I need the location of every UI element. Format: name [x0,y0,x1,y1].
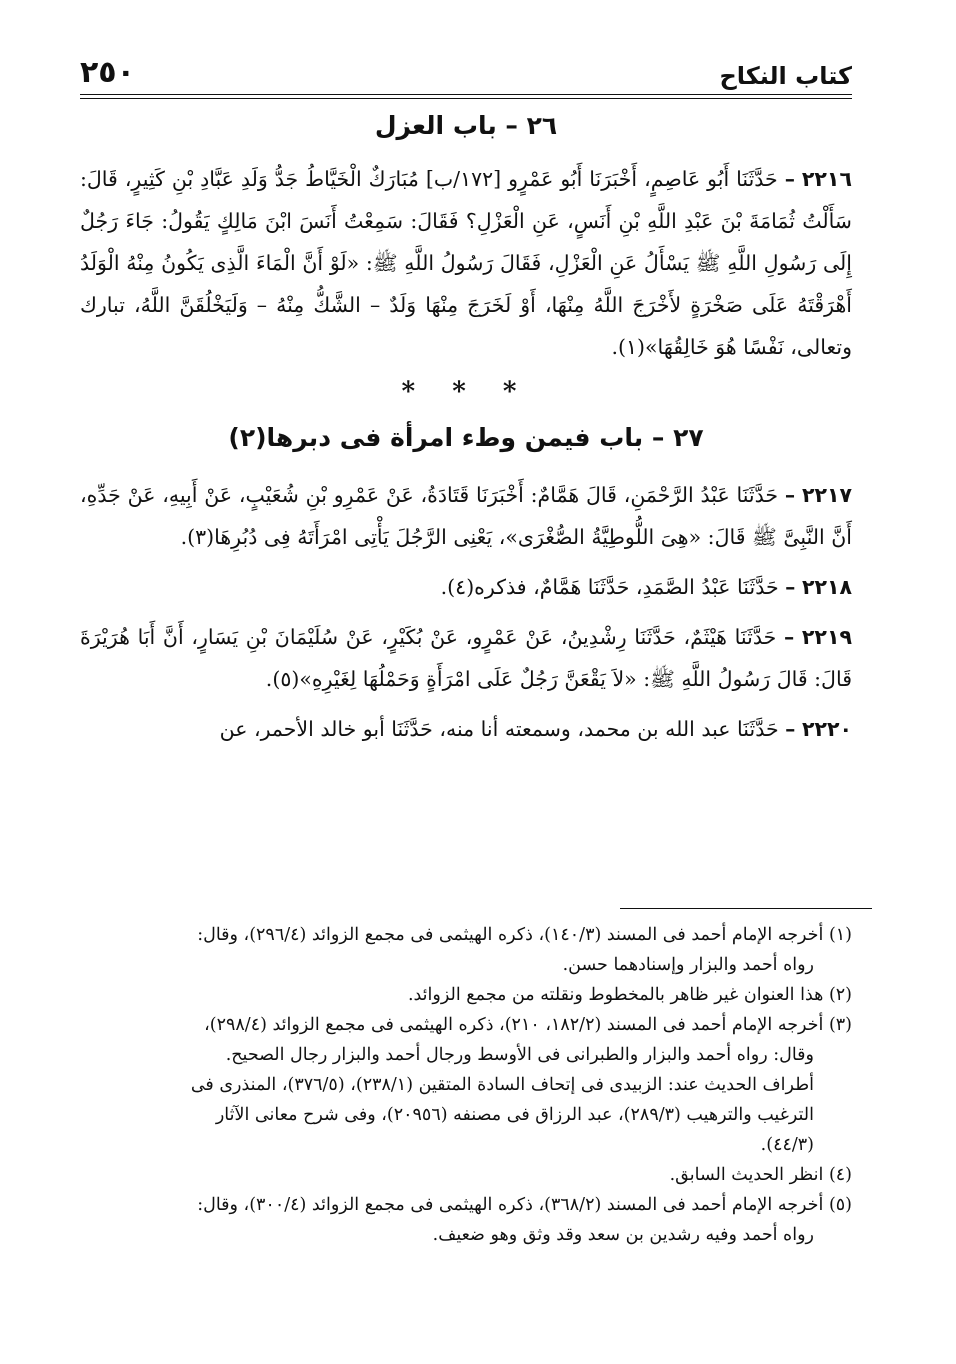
hadith-number: ٢٢١٧ [801,483,852,507]
footnote-line: (٤٤/٣). [760,1135,814,1155]
main-text [80,104,852,750]
footnote-text: انظر الحديث السابق. [669,1165,824,1185]
chapter-heading-27: ٢٧ – باب فيمن وطء امرأة فى دبرها(٢) [228,423,704,452]
footnote-line: رواه أحمد وفيه رشدين بن سعد وقد وثق وهو ضعيف. [432,1225,814,1245]
footnote-line: رواه أحمد والبزار وإسنادهما حسن. [562,955,814,975]
running-header [80,48,852,88]
hadith-separator: – [784,483,796,507]
hadith-text: حَدَّثَنَا أَبُو عَاصِمٍ، أَخْبَرَنَا أَبُو عَمْرٍو [١٧٢/ب] مُبَارَكٌ الْخَيَّاطُ جَدُّ وَلَدِ عَبَّادِ بْنِ كَثِيرٍ، قَالَ: سَأَلْتُ ثُمَامَةَ بْنَ عَبْدِ اللَّهِ بْنِ أَنَسٍ، عَنِ الْعَزْلِ؟ فَقَالَ: سَمِعْتُ أَنَسَ ابْنَ مَالِكٍ يَقُولُ: جَاءَ رَجُلٌ إِلَى رَسُولِ اللَّهِ ﷺ يَسْأَلُ عَنِ الْعَزْلِ، فَقَالَ رَسُولُ اللَّهِ ﷺ: «لَوْ أَنَّ الْمَاءَ الَّذِى يَكُونُ مِنْهُ الْوَلَدُ أَهْرَقْتَهُ عَلَى صَخْرَةٍ لأَخْرَجَ اللَّهُ مِنْهَا، أَوْ لَخَرَجَ مِنْهَا وَلَدٌ – الشَّكُّ مِنْهُ – وَلَيَخْلُقَنَّ اللَّهُ، تبارك وتعالى، نَفْسًا هُوَ خَالِقُهَا»(١). [80,167,852,359]
hadith-text: حَدَّثَنَا عبد الله بن محمد، وسمعته أنا منه، حَدَّثَنَا أبو خالد الأحمر، عن [219,717,779,741]
hadith-number: ٢٢٢٠ [801,717,852,741]
footnote [80,1160,852,1190]
hadith-number: ٢٢١٩ [801,625,852,649]
footnote-line [80,980,852,1010]
hadith-number: ٢٢١٦ [801,167,852,191]
header-rule-bottom [80,98,852,99]
hadith-separator: – [785,575,796,599]
hadith-separator: – [785,717,796,741]
hadith-2219 [80,616,852,700]
footnote-marker: (١) [828,925,852,945]
footnotes [80,920,852,1250]
footnote-text: أخرجه الإمام أحمد فى المسند (١٤٠/٣)، ذكره الهيثمى فى مجمع الزوائد (٢٩٦/٤)، وقال: [197,925,824,945]
footnote-text: هذا العنوان غير ظاهر بالمخطوط ونقلته من مجمع الزوائد. [407,985,824,1005]
hadith-separator: – [784,167,795,191]
page-number: ٢٥٠ [80,55,135,90]
footnote-line [80,1010,852,1040]
hadith-text: حَدَّثَنَا عَبْدُ الصَّمَدِ، حَدَّثَنَا هَمَّامٌ، فذكره(٤). [440,575,779,599]
footnote-marker: (٥) [828,1195,852,1215]
hadith-number: ٢٢١٨ [801,575,852,599]
footnote-line [80,1160,852,1190]
footnote-marker: (٣) [828,1015,852,1035]
footnote-line: أطراف الحديث عند: الزبيدى فى إتحاف السادة المتقين (٢٣٨/١)، (٣٧٦/٥)، المنذرى فى [190,1075,814,1095]
footnote-line: الترغيب والترهيب (٢٨٩/٣)، عبد الرزاق فى مصنفه (٢٠٩٥٦)، وفى شرح معانى الآثار [215,1105,814,1125]
footnote [80,1010,852,1160]
hadith-text: حَدَّثَنَا هَيْثَمٌ، حَدَّثَنَا رِشْدِينُ، عَنْ عَمْرٍو، عَنْ بُكَيْرٍ، عَنْ سُلَيْمَانَ بْنِ يَسَارٍ، أَنَّ أَبَا هُرَيْرَةَ قَالَ: قَالَ رَسُولُ اللَّهِ ﷺ: «لاَ يَقْعَنَّ رَجُلٌ عَلَى امْرَأَةٍ وَحَمْلُهَا لِغَيْرِهِ»(٥). [80,625,852,691]
footnote [80,1190,852,1250]
hadith-2220 [80,708,852,750]
footnote-text: أخرجه الإمام أحمد فى المسند (١٨٢/٢، ٢١٠)، ذكره الهيثمى فى مجمع الزوائد (٢٩٨/٤)، [204,1015,824,1035]
section-divider-stars: * * * [401,377,531,407]
hadith-2218 [80,566,852,608]
book-title: كتاب النكاح [719,62,852,90]
footnote-marker: (٢) [828,985,852,1005]
hadith-text: حَدَّثَنَا عَبْدُ الرَّحْمَنِ، قَالَ هَمَّامٌ: أَخْبَرَنَا قَتَادَةُ، عَنْ عَمْرِو بْنِ شُعَيْبٍ، عَنْ أَبِيهِ، عَنْ جَدِّهِ، أَنَّ النَّبِىَّ ﷺ قَالَ: «هِىَ اللُّوطِيَّةُ الصُّغْرَى»، يَعْنِى الرَّجُلَ يَأْتِى امْرَأَتَهُ فِى دُبُرِهَا(٣). [80,483,852,549]
footnote [80,920,852,980]
hadith-separator: – [783,625,795,649]
footnote-line: وقال: رواه أحمد والبزار والطبرانى فى الأوسط ورجال أحمد والبزار رجال الصحيح. [225,1045,814,1065]
footnote-line [80,920,852,950]
header-rule-top [80,94,852,95]
footnote-line [80,1190,852,1220]
footnote-marker: (٤) [828,1165,852,1185]
footnote-separator-rule [620,908,872,909]
hadith-2216 [80,158,852,368]
footnote-text: أخرجه الإمام أحمد فى المسند (٣٦٨/٢)، ذكره الهيثمى فى مجمع الزوائد (٣٠٠/٤)، وقال: [197,1195,824,1215]
footnote [80,980,852,1010]
hadith-2217 [80,474,852,558]
chapter-heading-26: ٢٦ – باب العزل [374,111,558,140]
